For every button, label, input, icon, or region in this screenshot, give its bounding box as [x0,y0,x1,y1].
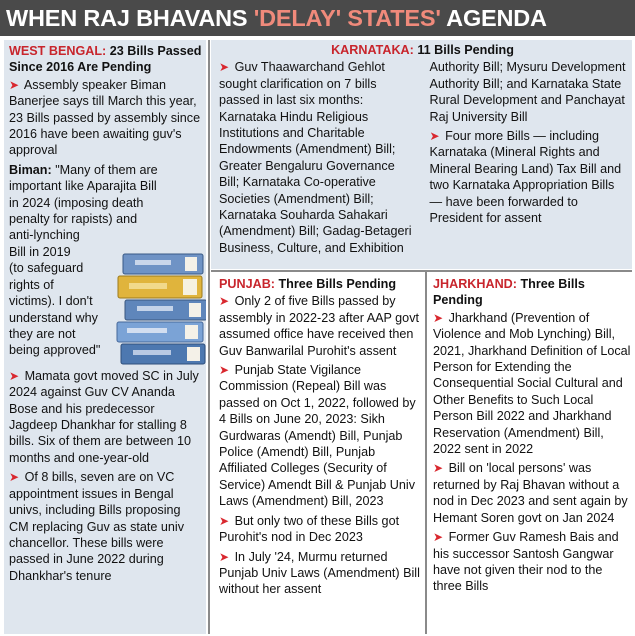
quote-line-8: victims). I don't [9,294,93,309]
bullet-icon: ➤ [219,549,230,564]
quote-line-7: rights of [9,277,54,292]
punjab-item-1: ➤ Only 2 of five Bills passed by assembly in 2022-23 after AAP govt assumed office have received then Guv Banwarilal Purohit's assent [219,294,419,358]
jharkhand-state-label: JHARKHAND: [433,277,517,291]
quote-line-6: (to safeguard [9,261,84,276]
karnataka-body [219,59,626,265]
file-binder-2 [118,276,202,298]
karnataka-panel [211,40,632,269]
bullet-icon: ➤ [9,77,20,92]
bullet-icon: ➤ [433,310,444,325]
quote-line-1: important like Aparajita Bill [9,179,157,194]
quote-line-11: being approved" [9,343,101,358]
headline [0,0,635,36]
punjab-item-4: ➤ In July '24, Murmu returned Punjab Univ Laws (Amendment) Bill without her assent [219,549,420,597]
jharkhand-item-3: ➤ Former Guv Ramesh Bais and his successor Santosh Gangwar have not given their nod to the three Bills [433,530,619,594]
punjab-title [219,276,421,292]
column-divider-left [208,40,210,634]
jharkhand-item-1: ➤ Jharkhand (Prevention of Violence and Mob Lynching) Bill, 2021, Jharkhand Definition of Local Person for Extending the Consequential Social Cultural and Other Benefits to Such Local Person Bill 2022 and Jharkhand Reservation (Amendment) Bill, 2022 sent in 2022 [433,310,631,457]
row-divider [211,270,632,272]
west-bengal-panel [4,40,206,634]
bullet-icon: ➤ [9,470,20,485]
bullet-icon: ➤ [433,461,444,476]
bullet-icon: ➤ [429,129,440,144]
quote-line-3: penalty for rapists) and [9,212,138,227]
column-divider-right [425,272,427,634]
punjab-panel [213,274,423,634]
quote-line-5: Bill in 2019 [9,244,71,259]
headline-part3: AGENDA [440,5,547,31]
file-binder-3 [125,300,206,320]
west-bengal-title [9,43,202,76]
jharkhand-panel [428,274,633,634]
biman-quote [9,162,202,368]
quote-line-4: anti-lynching [9,228,80,243]
karnataka-state-label: KARNATAKA: [331,43,414,57]
bullet-icon: ➤ [219,513,230,528]
jharkhand-item-2: ➤ Bill on 'local persons' was returned by Raj Bhavan without a nod in Dec 2023 and sent again by Hemant Soren govt on Jan 2024 [433,461,628,525]
quote-line-0: "Many of them are [55,162,158,177]
file-binder-1 [123,254,203,274]
bullet-icon: ➤ [219,294,230,309]
west-bengal-title-rest: 23 Bills Passed [106,44,202,58]
headline-highlight: 'DELAY' STATES' [253,5,441,31]
bullet-icon: ➤ [433,530,444,545]
punjab-state-label: PUNJAB: [219,277,275,291]
west-bengal-item-1: ➤ Assembly speaker Biman Banerjee says till March this year, 23 Bills passed by assembly since 2016 have been awaiting guv's approval [9,77,201,158]
file-binder-4 [117,322,203,342]
west-bengal-title-line2: Since 2016 Are Pending [9,60,152,75]
punjab-item-2: ➤ Punjab State Vigilance Commission (Repeal) Bill was passed on Oct 1, 2022, followed by 4 Bills on June 20, 2023: Sikh Gurdwaras (Amendt) Bill, Punjab Police (Amendt) Bill, Punjab Affiliated Colleges (Security of Service) Amendt Bill & Punjab Univ Laws (Amendment) Bill, 2023 [219,363,416,509]
file-binder-5 [121,344,205,364]
punjab-title-rest: Three Bills Pending [274,277,397,291]
headline-part1: WHEN RAJ BHAVANS [6,5,254,31]
karnataka-item-2: ➤ Four more Bills — including Karnataka (Mineral Rights and Mineral Bearing Land) Tax Bill and two Karnataka Appropriation Bills — have been forwarded to President for assent [429,129,622,226]
quote-speaker: Biman: [9,162,52,177]
jharkhand-title-rest: Three Bills Pending [433,277,585,308]
west-bengal-item-3: ➤ Of 8 bills, seven are on VC appointment issues in Bengal univs, including Bills proposing CM replacing Guv as state univ chancellor. These bills were passed in June 2022 during Dhankhar's tenure [9,470,184,583]
west-bengal-state-label: WEST BENGAL: [9,44,107,58]
karnataka-title [219,42,626,58]
jharkhand-title [433,276,631,309]
west-bengal-item-2: ➤ Mamata govt moved SC in July 2024 against Guv CV Ananda Bose and his predecessor Jagdeep Dhankhar for stalling 8 bills. Six of them are between 10 months and one-year-old [9,368,199,465]
bullet-icon: ➤ [219,60,230,75]
punjab-item-3: ➤ But only two of these Bills got Purohit's nod in Dec 2023 [219,513,400,545]
bullet-icon: ➤ [219,363,230,378]
bullet-icon: ➤ [9,368,20,383]
karnataka-title-rest: 11 Bills Pending [413,43,514,57]
quote-line-10: they are not [9,326,76,341]
files-stack-illustration [115,248,206,366]
karnataka-item-1: ➤ Guv Thaawarchand Gehlot sought clarification on 7 bills passed in last six months: Karnataka Hindu Religious Institutions and Charitable Endowments (Amendment) Bill; Greater Bengaluru Governance Bill; Karnataka Co-operative Societies (Amendment) Bill; Karnataka Souharda Sahakari (Amendment) Bill; Gadag-Betageri Business, Culture, and Exhibition Authority Bill; Mysuru Development Authority Bill; and Karnataka State Rural Development and Panchayat Raj University Bill [219,60,626,255]
quote-line-2: in 2024 (imposing death [9,195,144,210]
quote-line-9: understand why [9,310,98,325]
